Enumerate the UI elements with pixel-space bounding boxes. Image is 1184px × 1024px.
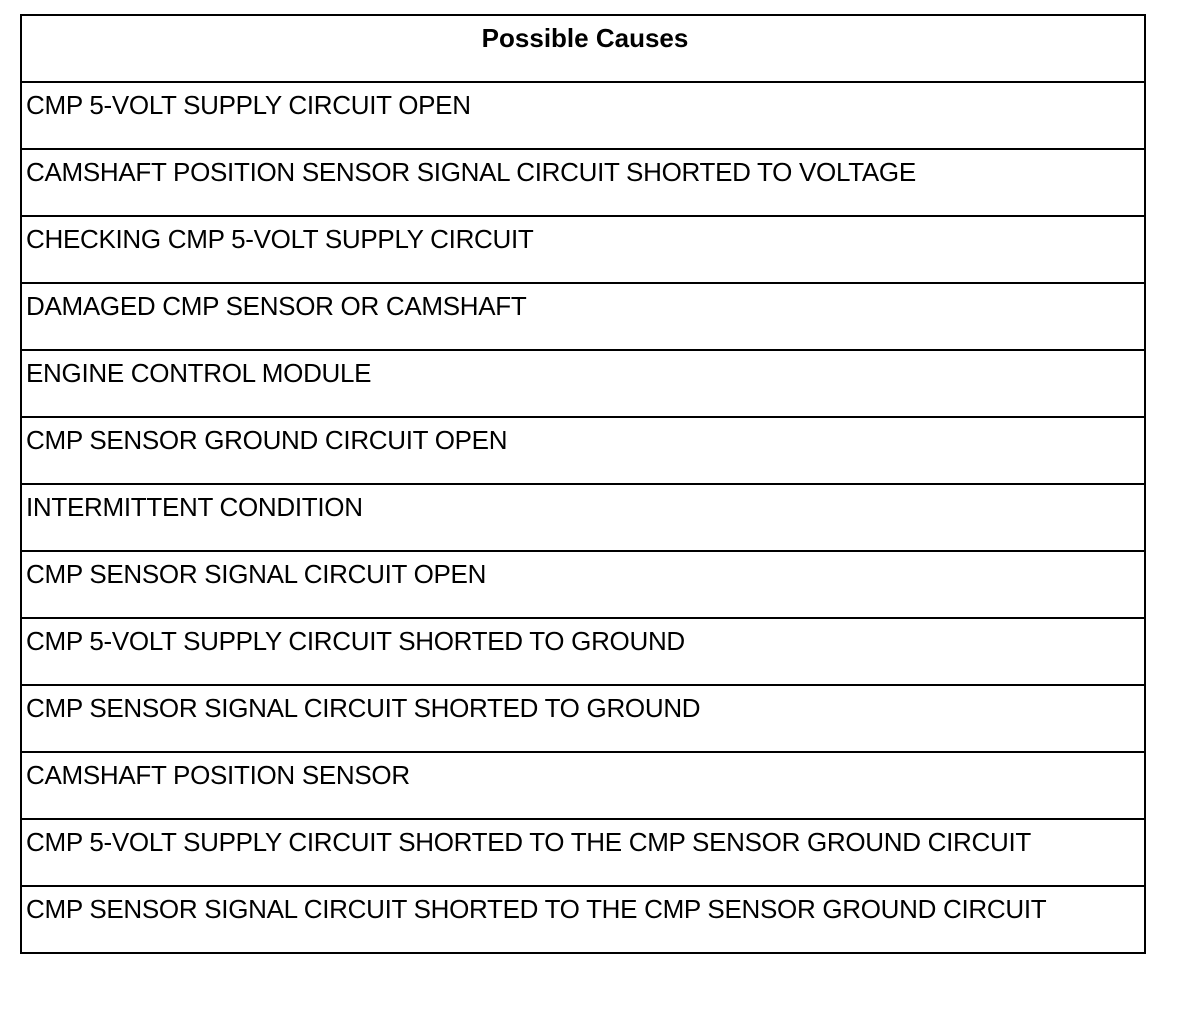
cause-cell: INTERMITTENT CONDITION [21, 484, 1145, 551]
cause-cell: CMP SENSOR SIGNAL CIRCUIT OPEN [21, 551, 1145, 618]
cause-cell: CAMSHAFT POSITION SENSOR [21, 752, 1145, 819]
cause-cell: CMP SENSOR GROUND CIRCUIT OPEN [21, 417, 1145, 484]
cause-cell: ENGINE CONTROL MODULE [21, 350, 1145, 417]
cause-cell: CMP 5-VOLT SUPPLY CIRCUIT SHORTED TO GROUND [21, 618, 1145, 685]
cause-cell: CMP 5-VOLT SUPPLY CIRCUIT OPEN [21, 82, 1145, 149]
cause-cell: CHECKING CMP 5-VOLT SUPPLY CIRCUIT [21, 216, 1145, 283]
table-row [21, 82, 1145, 149]
table-row [21, 149, 1145, 216]
table-row [21, 752, 1145, 819]
table-row [21, 216, 1145, 283]
table-header: Possible Causes [21, 15, 1145, 82]
table-header-row [21, 15, 1145, 82]
table-row [21, 685, 1145, 752]
possible-causes-table [20, 14, 1146, 954]
table-row [21, 886, 1145, 953]
table-row [21, 618, 1145, 685]
cause-cell: CMP 5-VOLT SUPPLY CIRCUIT SHORTED TO THE CMP SENSOR GROUND CIRCUIT [21, 819, 1145, 886]
cause-cell: CMP SENSOR SIGNAL CIRCUIT SHORTED TO GROUND [21, 685, 1145, 752]
table-row [21, 350, 1145, 417]
cause-cell: CAMSHAFT POSITION SENSOR SIGNAL CIRCUIT SHORTED TO VOLTAGE [21, 149, 1145, 216]
table-row [21, 551, 1145, 618]
cause-cell: DAMAGED CMP SENSOR OR CAMSHAFT [21, 283, 1145, 350]
table-row [21, 417, 1145, 484]
table-row [21, 484, 1145, 551]
table-row [21, 819, 1145, 886]
table-row [21, 283, 1145, 350]
cause-cell: CMP SENSOR SIGNAL CIRCUIT SHORTED TO THE CMP SENSOR GROUND CIRCUIT [21, 886, 1145, 953]
